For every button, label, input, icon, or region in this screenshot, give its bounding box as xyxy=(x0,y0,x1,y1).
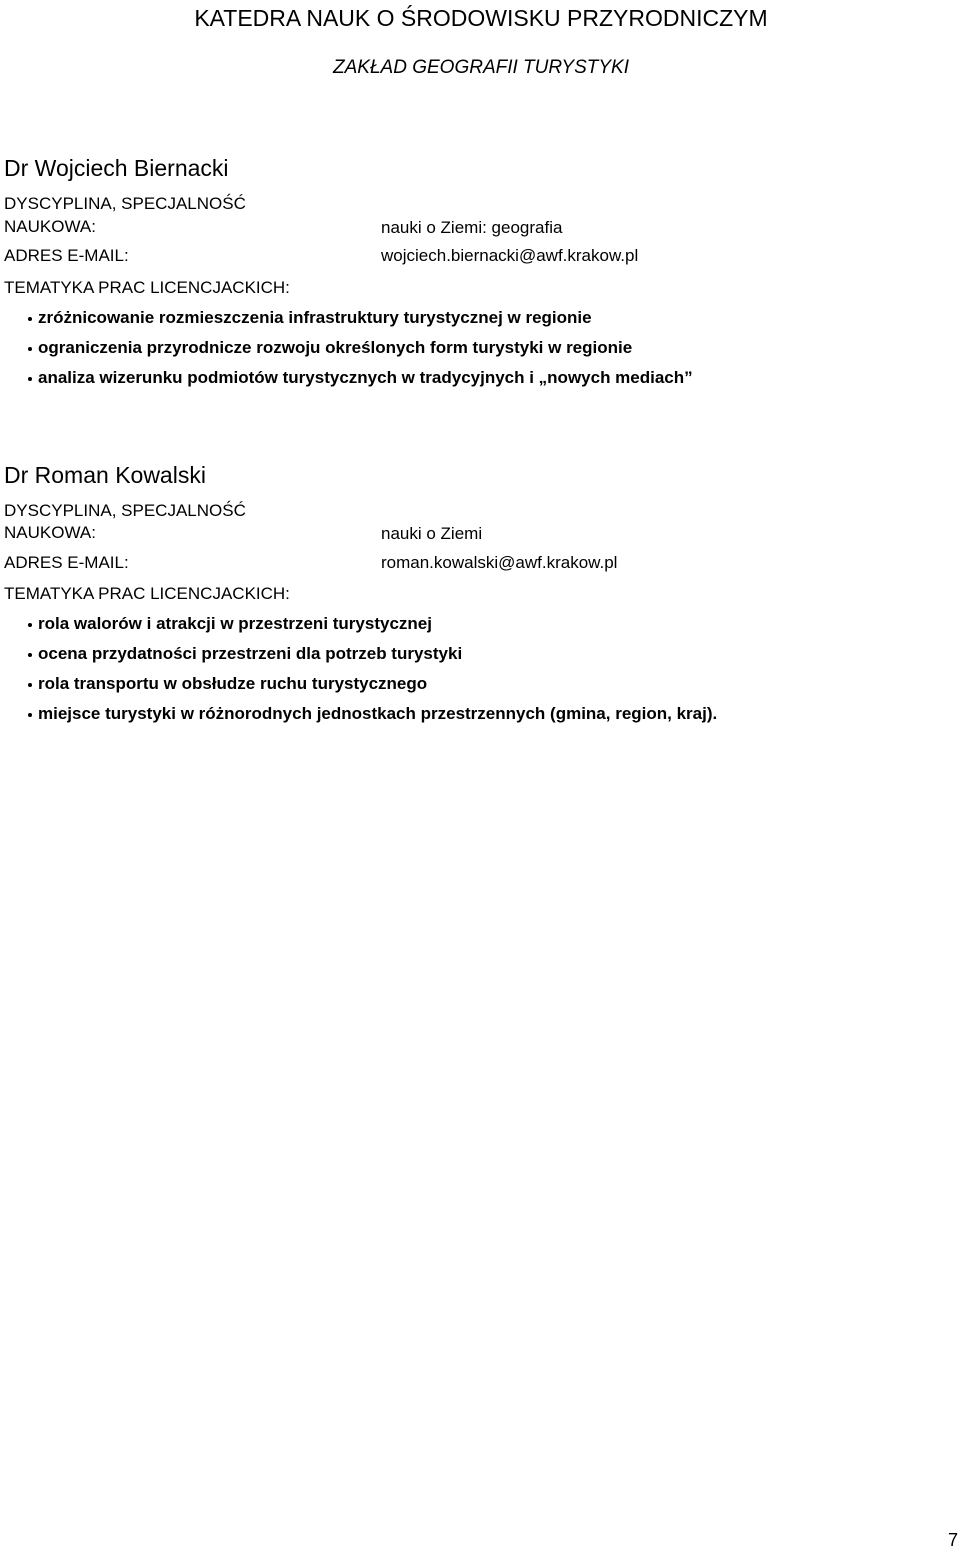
discipline-label-cont: NAUKOWA: xyxy=(4,217,96,236)
bullet-icon xyxy=(28,713,32,717)
bullet-icon xyxy=(28,653,32,657)
topic-item: rola transportu w obsłudze ruchu turystycznego xyxy=(38,674,428,693)
topics-label: TEMATYKA PRAC LICENCJACKICH: xyxy=(4,584,290,603)
topic-item: miejsce turystyki w różnorodnych jednostkach przestrzennych (gmina, region, kraj). xyxy=(38,704,718,723)
discipline-label: DYSCYPLINA, SPECJALNOŚĆ xyxy=(4,501,246,520)
discipline-value: nauki o Ziemi xyxy=(381,524,483,543)
bullet-icon xyxy=(28,623,32,627)
topic-item: zróżnicowanie rozmieszczenia infrastruktury turystycznej w regionie xyxy=(38,308,592,327)
discipline-label: DYSCYPLINA, SPECJALNOŚĆ xyxy=(4,194,246,213)
discipline-label-cont: NAUKOWA: xyxy=(4,523,96,542)
email-label: ADRES E-MAIL: xyxy=(4,246,129,265)
department-title: KATEDRA NAUK O ŚRODOWISKU PRZYRODNICZYM xyxy=(194,5,768,31)
bullet-icon xyxy=(28,347,32,351)
topics-label: TEMATYKA PRAC LICENCJACKICH: xyxy=(4,278,290,297)
bullet-icon xyxy=(28,683,32,687)
topic-item: rola walorów i atrakcji w przestrzeni turystycznej xyxy=(38,614,432,633)
unit-subtitle: ZAKŁAD GEOGRAFII TURYSTYKI xyxy=(333,57,629,78)
topic-item: ocena przydatności przestrzeni dla potrzeb turystyki xyxy=(38,644,463,663)
bullet-icon xyxy=(28,377,32,381)
person-name: Dr Wojciech Biernacki xyxy=(4,155,229,181)
email-value[interactable]: roman.kowalski@awf.krakow.pl xyxy=(381,553,618,572)
bullet-icon xyxy=(28,317,32,321)
person-name: Dr Roman Kowalski xyxy=(4,462,206,488)
page-number: 7 xyxy=(948,1530,959,1550)
email-label: ADRES E-MAIL: xyxy=(4,553,129,572)
topic-item: analiza wizerunku podmiotów turystycznych w tradycyjnych i „nowych mediach” xyxy=(38,368,693,387)
email-value[interactable]: wojciech.biernacki@awf.krakow.pl xyxy=(381,246,639,265)
discipline-value: nauki o Ziemi: geografia xyxy=(381,218,563,237)
topic-item: ograniczenia przyrodnicze rozwoju określonych form turystyki w regionie xyxy=(38,338,633,357)
